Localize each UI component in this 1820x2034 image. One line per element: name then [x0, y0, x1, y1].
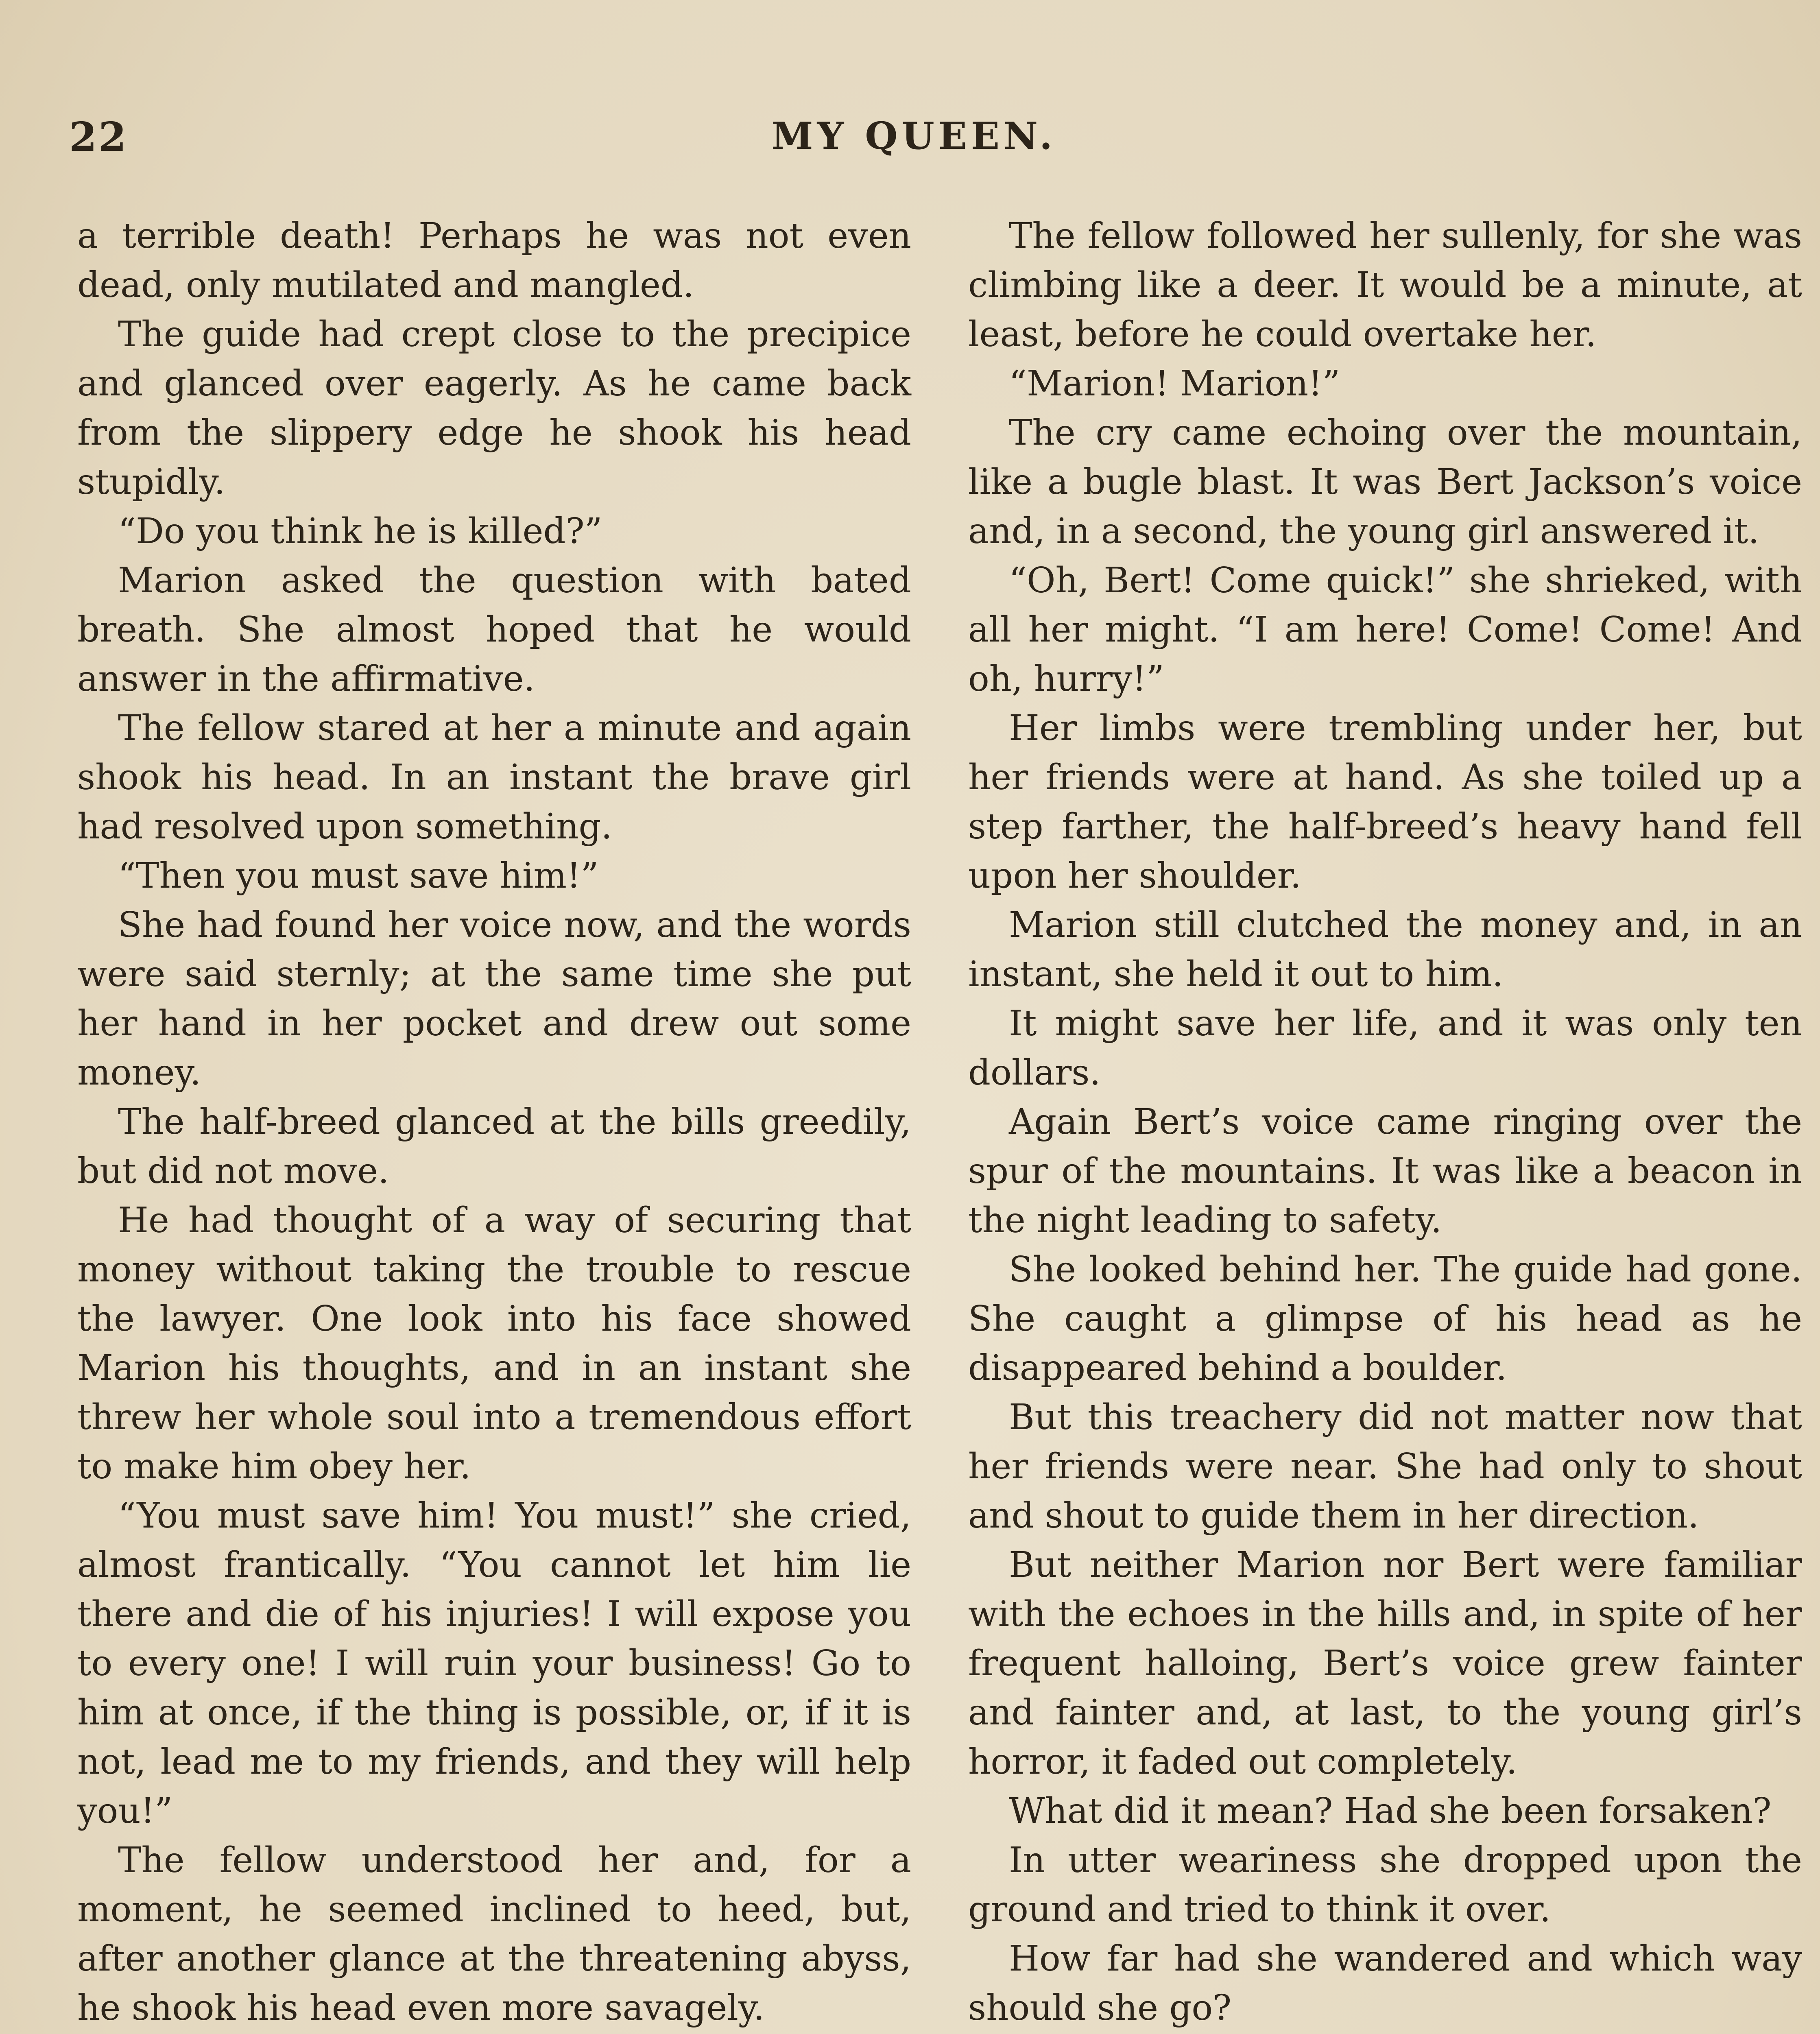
paragraph: Marion still clutched the money and, in an instant, she held it out to him.	[968, 905, 1802, 995]
paragraph: The fellow stared at her a minute and again shook his head. In an instant the brave girl had resolved upon something.	[77, 708, 911, 847]
paragraph: The cry came echoing over the mountain, like a bugle blast. It was Bert Jackson’s voice and, in a second, the young girl answered it.	[968, 412, 1802, 552]
paragraph: Marion asked the question with bated breath. She almost hoped that he would answer in the affirmative.	[77, 560, 911, 699]
paragraph: She looked behind her. The guide had gone. She caught a glimpse of his head as he disappeared behind a boulder.	[968, 1249, 1802, 1388]
paragraph: But neither Marion nor Bert were familiar with the echoes in the hills and, in spite of her frequent halloing, Bert’s voice grew fainter and fainter and, at last, to the young girl’s horror, it faded out completely.	[968, 1545, 1802, 1782]
paragraph: The guide had crept close to the precipice and glanced over eagerly. As he came back from the slippery edge he shook his head stupidly.	[77, 314, 911, 502]
paragraph: “Do you think he is killed?”	[118, 511, 602, 552]
page-header	[69, 114, 1759, 183]
paragraph: Again Bert’s voice came ringing over the spur of the mountains. It was like a beacon in the night leading to safety.	[968, 1102, 1802, 1241]
paragraph: But this treachery did not matter now that her friends were near. She had only to shout and shout to guide them in her direction.	[968, 1397, 1802, 1536]
paragraph: “You must save him! You must!” she cried, almost frantically. “You cannot let him lie there and die of his injuries! I will expose you to every one! I will ruin your business! Go to him at once, if the thing is possible, or, if it is not, lead me to my friends, and they will help you!”	[77, 1495, 911, 1831]
paragraph: He had thought of a way of securing that money without taking the trouble to rescue the lawyer. One look into his face showed Marion his thoughts, and in an instant she threw her whole soul into a tremendous effort to make him obey her.	[77, 1200, 911, 1487]
paragraph: The fellow understood her and, for a moment, he seemed inclined to heed, but, after another glance at the threatening abyss, he shook his head even more savagely.	[77, 1840, 911, 2028]
paragraph: “Oh, Bert! Come quick!” she shrieked, with all her might. “I am here! Come! Come! And oh, hurry!”	[968, 560, 1802, 699]
paragraph: “Marion! Marion!”	[1009, 363, 1340, 404]
paragraph: a terrible death! Perhaps he was not even dead, only mutilated and mangled.	[77, 216, 911, 306]
page-number: 22	[69, 114, 128, 161]
paragraph: It might save her life, and it was only ten dollars.	[968, 1003, 1802, 1093]
paragraph: Her limbs were trembling under her, but her friends were at hand. As she toiled up a step farther, the half-breed’s heavy hand fell upon her shoulder.	[968, 708, 1802, 896]
paragraph: In utter weariness she dropped upon the ground and tried to think it over.	[968, 1840, 1802, 1930]
paragraph: How far had she wandered and which way should she go?	[968, 1938, 1802, 2028]
running-title: MY QUEEN.	[771, 114, 1057, 158]
paragraph: She had found her voice now, and the words were said sternly; at the same time she put her hand in her pocket and drew out some money.	[77, 905, 911, 1093]
paragraph: The fellow followed her sullenly, for she was climbing like a deer. It would be a minute, at least, before he could overtake her.	[968, 216, 1802, 355]
right-column	[968, 212, 1802, 2034]
paragraph: What did it mean? Had she been forsaken?	[1009, 1791, 1772, 1831]
paragraph: The half-breed glanced at the bills greedily, but did not move.	[77, 1102, 911, 1192]
left-column	[77, 212, 911, 2034]
paragraph: “Then you must save him!”	[118, 856, 599, 896]
